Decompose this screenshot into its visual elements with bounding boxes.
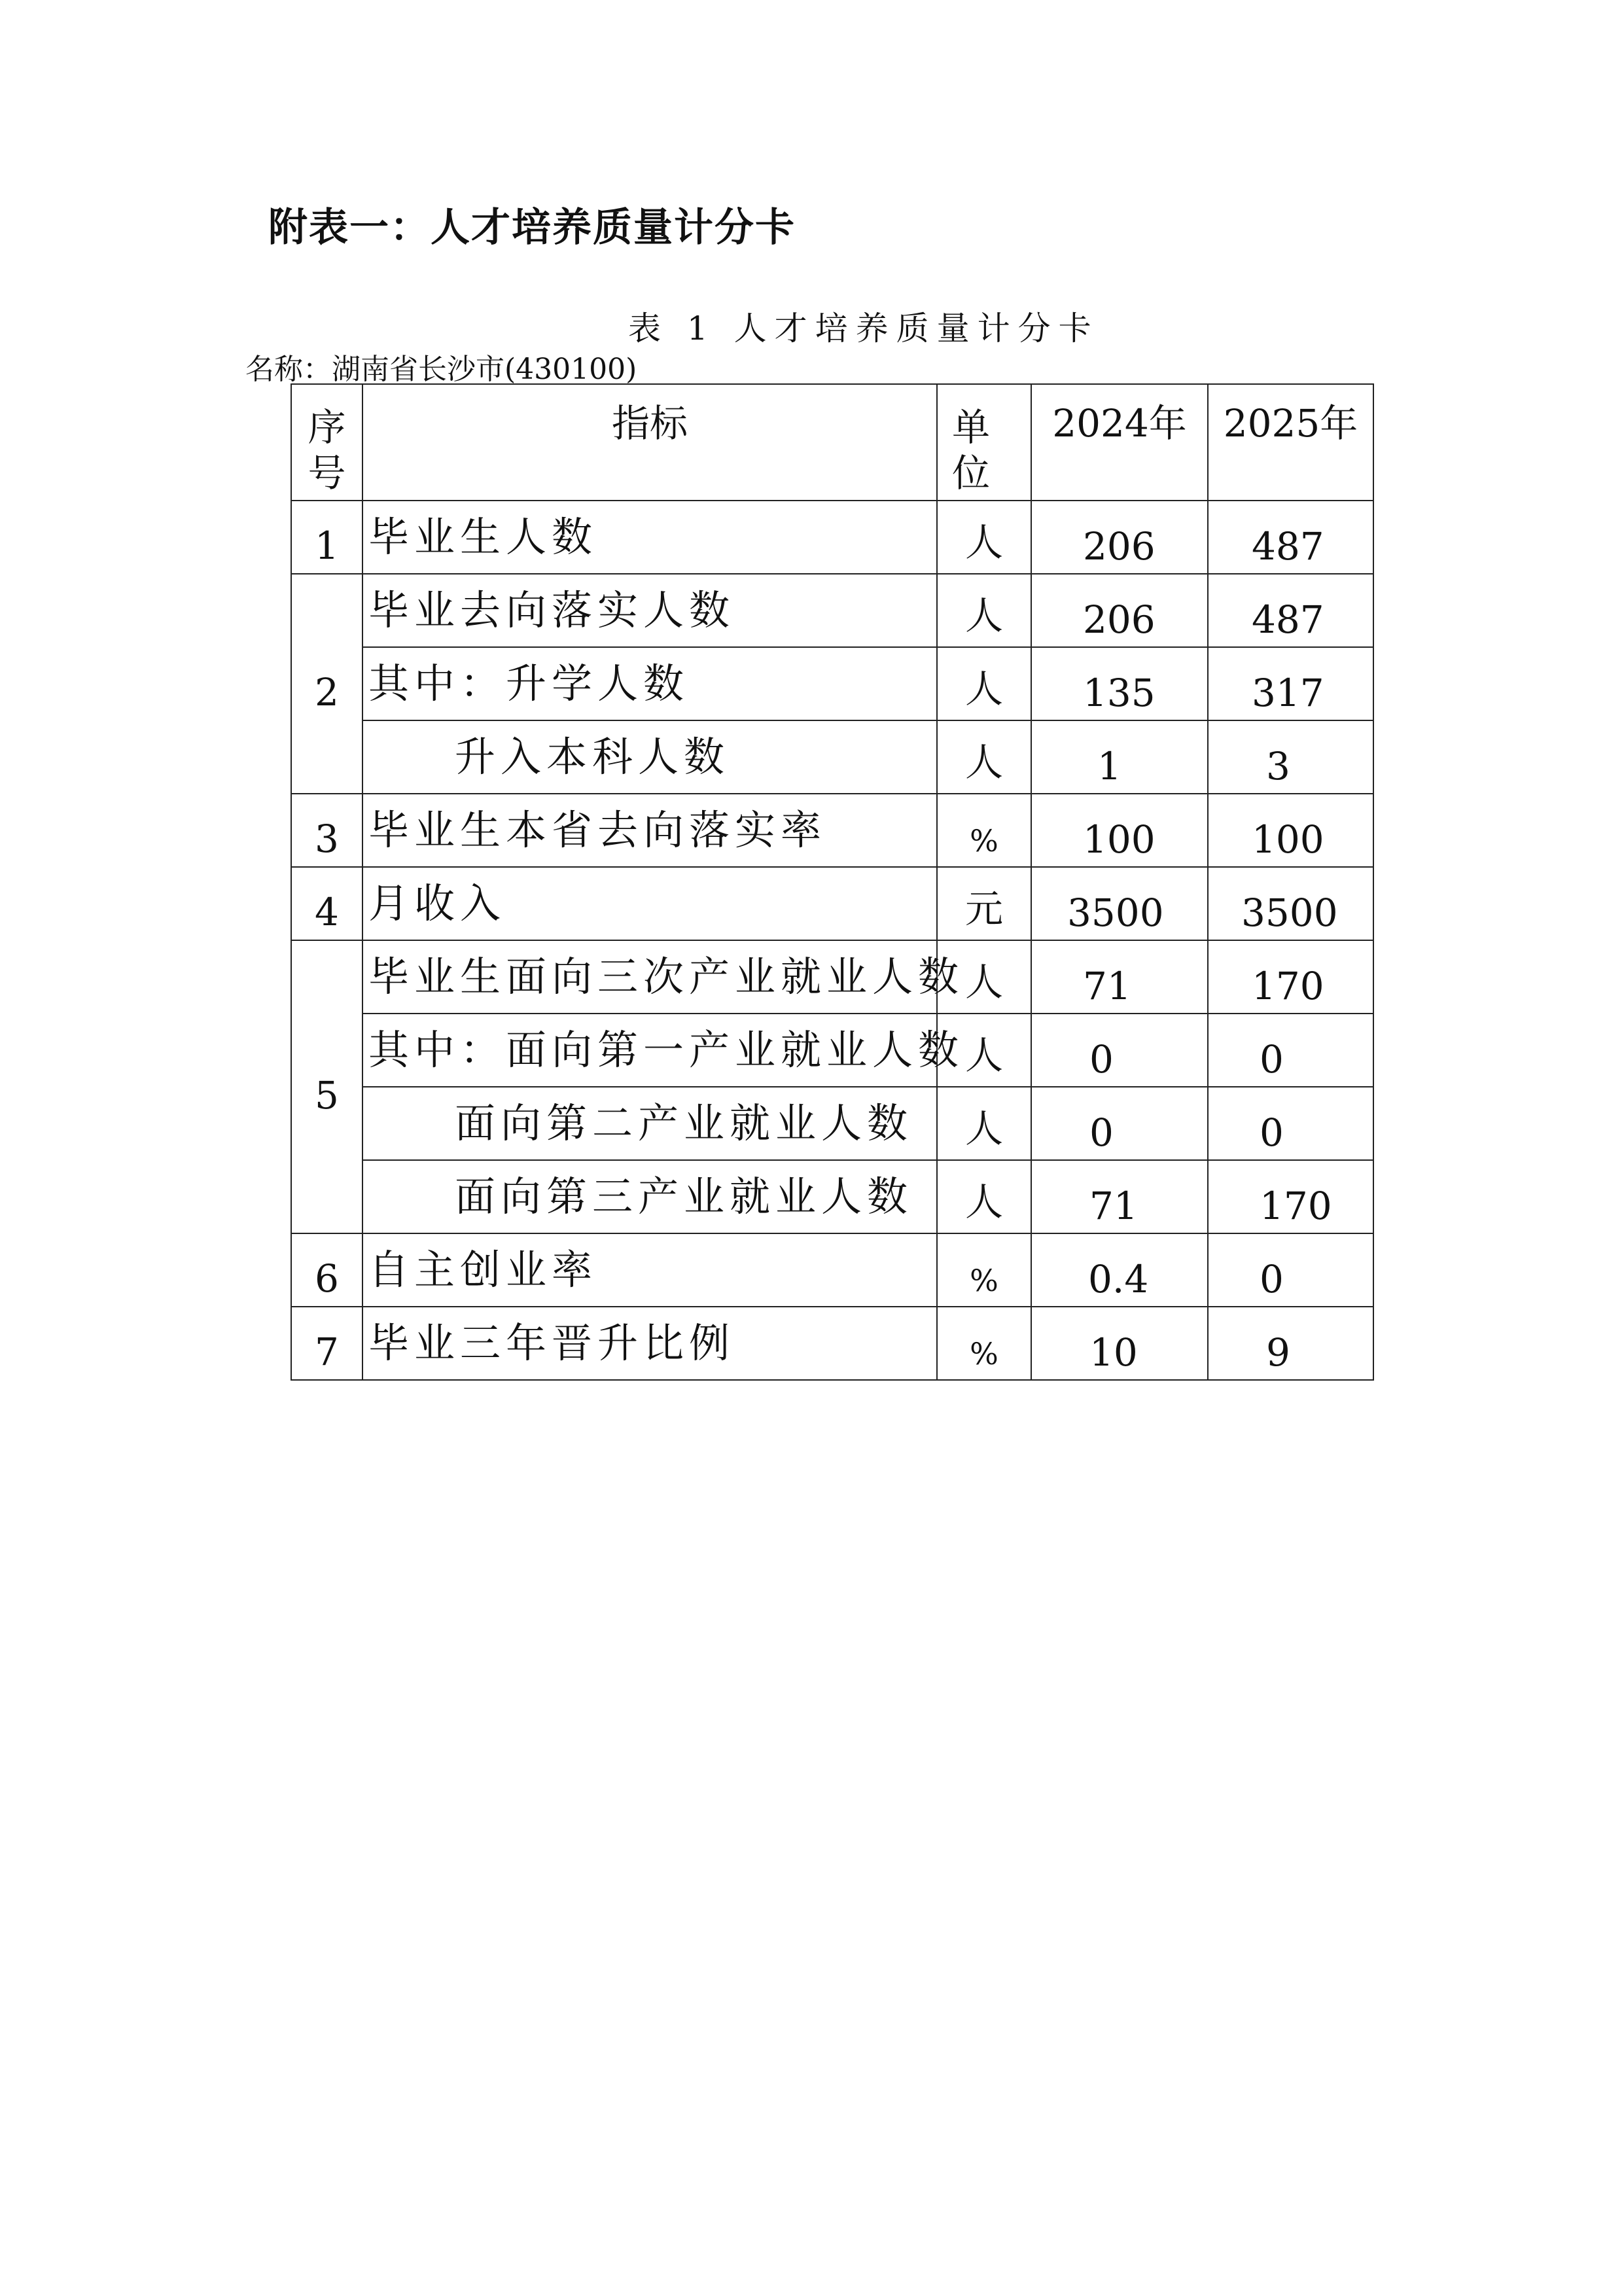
unit-value: % — [970, 1336, 998, 1371]
unit-cell — [937, 1233, 1031, 1307]
unit-value: 人 — [964, 520, 1003, 565]
unit-cell — [937, 940, 1031, 1014]
unit-cell — [937, 647, 1031, 720]
value-2024-cell — [1031, 794, 1208, 867]
indicator-cell — [362, 1233, 937, 1307]
value-2024-cell — [1031, 1087, 1208, 1160]
value-2024: 100 — [1083, 817, 1156, 862]
seq-cell — [291, 940, 362, 1233]
header-year-2024-cell — [1031, 384, 1208, 501]
value-2025: 317 — [1252, 671, 1324, 715]
value-2024-cell — [1031, 720, 1208, 794]
talent-quality-scorecard-table — [291, 383, 1374, 1381]
value-2025: 0 — [1260, 1037, 1284, 1082]
value-2024-cell — [1031, 1233, 1208, 1307]
value-2025: 3 — [1266, 744, 1290, 788]
indicator-cell — [362, 867, 937, 940]
seq-cell — [291, 794, 362, 867]
table-row — [291, 1160, 1373, 1233]
unit-cell — [937, 867, 1031, 940]
table-row — [291, 501, 1373, 574]
value-2024-cell — [1031, 1014, 1208, 1087]
header-year-2024: 2024年 — [1052, 401, 1187, 446]
unit-value: 人 — [964, 1180, 1003, 1224]
value-2025: 487 — [1252, 597, 1324, 642]
table-row — [291, 647, 1373, 720]
indicator-label: 其中：升学人数 — [368, 660, 690, 707]
indicator-label: 月收入 — [368, 879, 506, 927]
value-2025-cell — [1208, 1233, 1373, 1307]
table-row — [291, 1307, 1373, 1380]
indicator-label: 其中：面向第一产业就业人数 — [368, 1026, 964, 1074]
unit-value: 人 — [964, 667, 1003, 711]
unit-cell — [937, 1087, 1031, 1160]
unit-cell — [937, 1307, 1031, 1380]
value-2025: 100 — [1252, 817, 1324, 862]
value-2024: 71 — [1083, 964, 1131, 1008]
indicator-cell — [362, 1307, 937, 1380]
header-indicator-cell — [362, 384, 937, 501]
header-seq: 序 号 — [308, 405, 346, 495]
indicator-cell — [362, 940, 964, 1014]
indicator-cell — [362, 794, 937, 867]
header-year-2025-cell — [1208, 384, 1373, 501]
header-seq-cell — [291, 384, 362, 501]
unit-value: 人 — [964, 1106, 1003, 1151]
seq-number: 4 — [315, 889, 339, 934]
seq-number: 6 — [315, 1256, 339, 1301]
table-row — [291, 867, 1373, 940]
value-2025-cell — [1208, 647, 1373, 720]
header-year-2025: 2025年 — [1223, 401, 1358, 446]
table-row — [291, 1233, 1373, 1307]
seq-number: 3 — [315, 816, 339, 861]
value-2024: 206 — [1083, 597, 1156, 642]
indicator-label: 毕业生本省去向落实率 — [368, 806, 827, 854]
unit-value: 人 — [964, 593, 1003, 638]
value-2024: 1 — [1097, 744, 1121, 788]
value-2024-cell — [1031, 574, 1208, 647]
table-row — [291, 720, 1373, 794]
indicator-cell — [362, 1087, 937, 1160]
value-2024-cell — [1031, 1160, 1208, 1233]
region-name-line: 名称：湖南省长沙市(430100) — [245, 353, 637, 386]
value-2024-cell — [1031, 501, 1208, 574]
indicator-cell — [362, 720, 937, 794]
unit-cell — [937, 574, 1031, 647]
value-2025: 3500 — [1241, 891, 1338, 935]
seq-cell — [291, 1233, 362, 1307]
unit-cell — [937, 720, 1031, 794]
value-2024: 0 — [1089, 1110, 1114, 1155]
page-heading: 附表一：人才培养质量计分卡 — [268, 205, 796, 251]
seq-cell — [291, 867, 362, 940]
indicator-label: 自主创业率 — [368, 1246, 598, 1294]
indicator-label: 毕业去向落实人数 — [368, 586, 735, 634]
seq-cell — [291, 574, 362, 794]
value-2024: 0 — [1089, 1037, 1114, 1082]
table-row — [291, 940, 1373, 1014]
indicator-cell — [362, 574, 937, 647]
value-2025: 9 — [1266, 1330, 1290, 1375]
value-2025-cell — [1208, 501, 1373, 574]
value-2025-cell — [1208, 1014, 1373, 1087]
indicator-label: 面向第三产业就业人数 — [455, 1173, 913, 1220]
table-row — [291, 1087, 1373, 1160]
unit-value: 人 — [964, 960, 1003, 1004]
table-row — [291, 794, 1373, 867]
value-2025-cell — [1208, 940, 1373, 1014]
value-2025-cell — [1208, 574, 1373, 647]
seq-number: 2 — [315, 669, 339, 715]
seq-number: 5 — [315, 1072, 339, 1118]
header-unit: 单 位 — [952, 405, 991, 495]
unit-value: % — [970, 1263, 998, 1298]
value-2025: 170 — [1252, 964, 1324, 1008]
value-2024: 71 — [1089, 1184, 1138, 1228]
indicator-cell — [362, 1160, 937, 1233]
indicator-label: 毕业生人数 — [368, 513, 598, 561]
value-2024-cell — [1031, 647, 1208, 720]
unit-value: 人 — [964, 1033, 1003, 1078]
seq-cell — [291, 1307, 362, 1380]
table-header-row — [291, 384, 1373, 501]
unit-cell — [937, 794, 1031, 867]
value-2025-cell — [1208, 867, 1373, 940]
value-2024: 206 — [1083, 524, 1156, 569]
value-2025-cell — [1208, 794, 1373, 867]
unit-value: 人 — [964, 740, 1003, 785]
unit-cell — [937, 1014, 1031, 1087]
value-2024: 0.4 — [1088, 1257, 1149, 1301]
value-2025-cell — [1208, 1160, 1373, 1233]
table-row — [291, 1014, 1373, 1087]
value-2024-cell — [1031, 1307, 1208, 1380]
indicator-cell — [362, 647, 937, 720]
indicator-label: 面向第二产业就业人数 — [455, 1099, 913, 1147]
table-row — [291, 574, 1373, 647]
indicator-label: 毕业三年晋升比例 — [368, 1319, 735, 1367]
value-2024: 135 — [1083, 671, 1156, 715]
value-2024: 10 — [1089, 1330, 1138, 1375]
value-2025-cell — [1208, 720, 1373, 794]
value-2025: 0 — [1260, 1110, 1284, 1155]
value-2024-cell — [1031, 940, 1208, 1014]
value-2025: 170 — [1260, 1184, 1332, 1228]
value-2025-cell — [1208, 1087, 1373, 1160]
value-2024-cell — [1031, 867, 1208, 940]
value-2025: 487 — [1252, 524, 1324, 569]
value-2025-cell — [1208, 1307, 1373, 1380]
indicator-label: 毕业生面向三次产业就业人数 — [368, 953, 964, 1000]
header-unit-cell — [937, 384, 1031, 501]
unit-value: % — [970, 823, 998, 858]
indicator-label: 升入本科人数 — [455, 733, 730, 781]
value-2024: 3500 — [1067, 891, 1164, 935]
unit-cell — [937, 1160, 1031, 1233]
seq-cell — [291, 501, 362, 574]
value-2025: 0 — [1260, 1257, 1284, 1301]
indicator-cell — [362, 1014, 964, 1087]
unit-cell — [937, 501, 1031, 574]
header-indicator: 指标 — [611, 401, 688, 446]
seq-number: 1 — [315, 523, 339, 568]
unit-value: 元 — [964, 887, 1003, 931]
table-caption: 表 1 人才培养质量计分卡 — [628, 309, 1099, 347]
indicator-cell — [362, 501, 937, 574]
seq-number: 7 — [315, 1329, 339, 1374]
